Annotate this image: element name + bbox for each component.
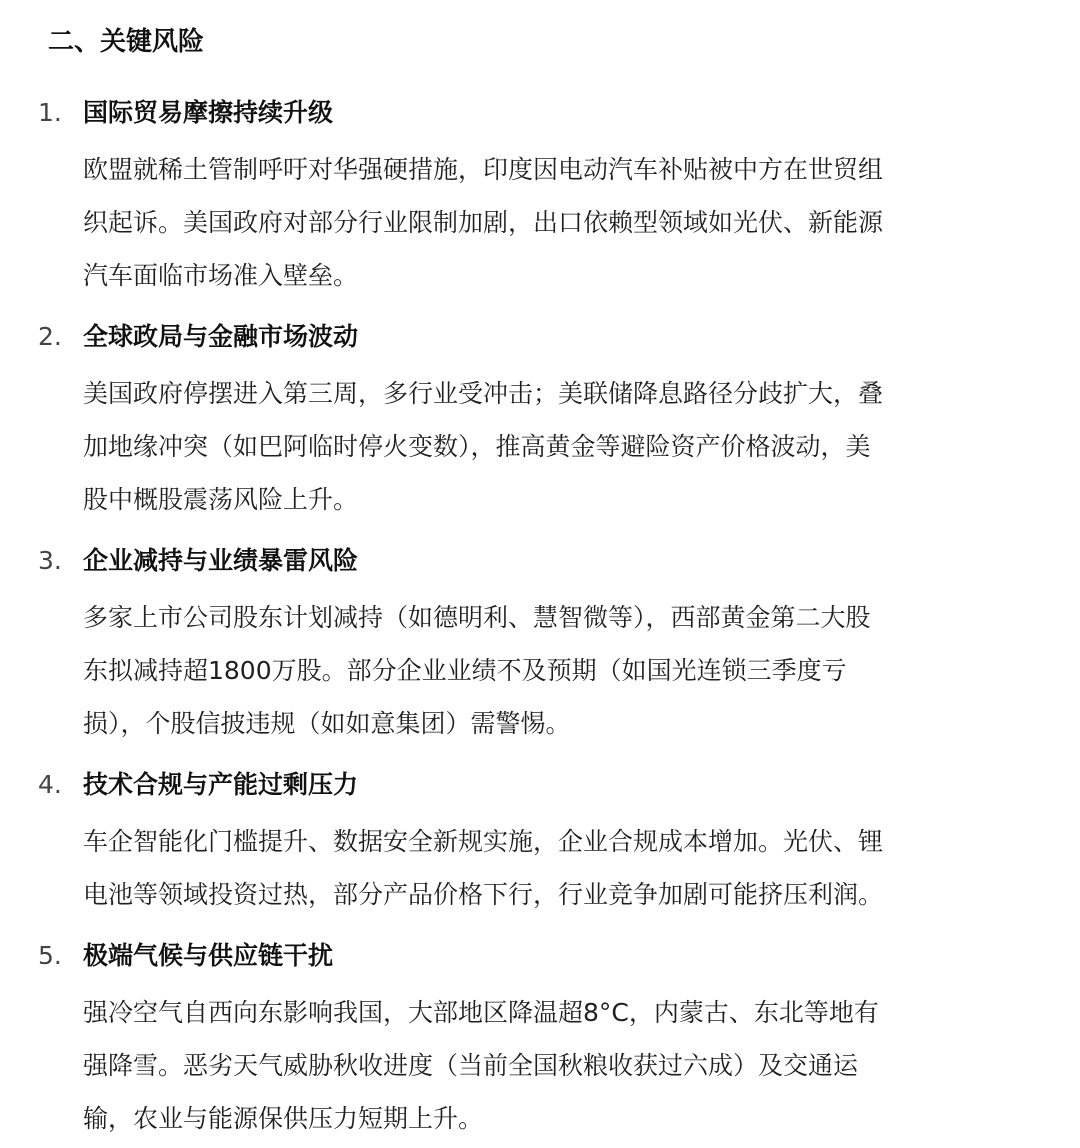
risk-description	[83, 367, 1018, 526]
risk-heading: 全球政局与金融市场波动	[83, 322, 359, 351]
risk-list	[0, 93, 1080, 1145]
risk-number: 5.	[38, 941, 62, 970]
text-line: 强冷空气自西向东影响我国，大部地区降温超8°C，内蒙古、东北等地有	[83, 998, 879, 1027]
risk-heading: 国际贸易摩擦持续升级	[83, 98, 334, 127]
text-line: 车企智能化门槛提升、数据安全新规实施，企业合规成本增加。光伏、锂	[83, 827, 884, 856]
risk-description	[83, 591, 1018, 750]
text-line: 织起诉。美国政府对部分行业限制加剧，出口依赖型领域如光伏、新能源	[83, 208, 884, 237]
text-line: 美国政府停摆进入第三周，多行业受冲击；美联储降息路径分歧扩大，叠	[83, 379, 884, 408]
risk-heading: 技术合规与产能过剩压力	[83, 770, 359, 799]
text-line: 加地缘冲突（如巴阿临时停火变数），推高黄金等避险资产价格波动，美	[83, 432, 871, 461]
text-line: 汽车面临市场准入壁垒。	[83, 261, 359, 290]
risk-item-4	[0, 765, 1080, 921]
text-line: 输，农业与能源保供压力短期上升。	[83, 1104, 484, 1133]
section-title: 二、关键风险	[48, 27, 205, 57]
text-line: 东拟减持超1800万股。部分企业业绩不及预期（如国光连锁三季度亏	[83, 656, 847, 685]
risk-number: 4.	[38, 770, 62, 799]
risk-number: 3.	[38, 546, 62, 575]
text-line: 多家上市公司股东计划减持（如德明利、慧智微等），西部黄金第二大股	[83, 603, 871, 632]
text-line: 欧盟就稀土管制呼吁对华强硬措施，印度因电动汽车补贴被中方在世贸组	[83, 155, 884, 184]
risk-item-5	[0, 936, 1080, 1145]
risk-item-1	[0, 93, 1080, 302]
risk-number: 1.	[38, 98, 62, 127]
text-line: 强降雪。恶劣天气威胁秋收进度（当前全国秋粮收获过六成）及交通运	[83, 1051, 859, 1080]
risk-description	[83, 143, 1018, 302]
risk-item-3	[0, 541, 1080, 750]
text-line: 股中概股震荡风险上升。	[83, 485, 359, 514]
risk-number: 2.	[38, 322, 62, 351]
risk-heading: 企业减持与业绩暴雷风险	[83, 546, 359, 575]
text-line: 损），个股信披违规（如如意集团）需警惕。	[83, 709, 571, 738]
risk-item-2	[0, 317, 1080, 526]
risk-description	[83, 815, 1018, 921]
risk-description	[83, 986, 1018, 1145]
risk-heading: 极端气候与供应链干扰	[83, 941, 334, 970]
text-line: 电池等领域投资过热，部分产品价格下行，行业竞争加剧可能挤压利润。	[83, 880, 884, 909]
